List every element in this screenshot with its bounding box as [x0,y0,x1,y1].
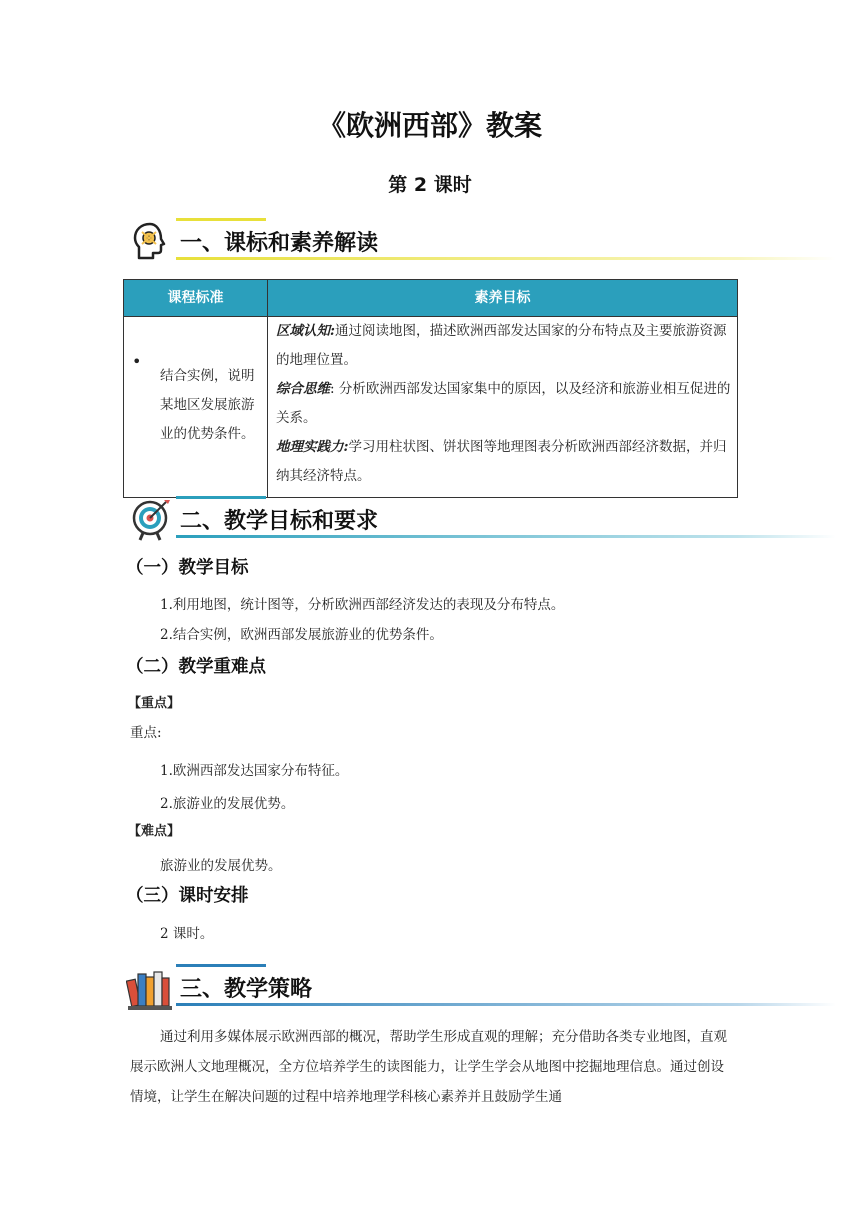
key-tag: 【重点】 [128,696,181,711]
strategy-paragraph: 通过利用多媒体展示欧洲西部的概况，帮助学生形成直观的理解；充分借助各类专业地图，直观展示欧洲人文地理概况，全方位培养学生的读图能力，让学生学会从地图中挖掘地理信息。通过创设情境，让学生在解决问题的过程中培养地理学科核心素养并且鼓励学生通 [130,1029,727,1105]
section-3-title: 三、教学策略 [180,977,313,1002]
section-3-underline [176,1003,836,1006]
section-1-header [126,218,836,270]
bullet-icon: • [132,352,142,371]
section-2-title: 二、教学目标和要求 [180,509,379,534]
section-3-header [126,964,836,1016]
goal-item [276,433,731,491]
table-header-goals: 素养目标 [268,280,738,317]
difficult-text: 旅游业的发展优势。 [160,858,282,874]
goal-item [276,375,731,433]
standards-table [123,279,738,498]
teaching-goals-heading: （一）教学目标 [126,558,249,578]
teaching-goal-item: 2.结合实例，欧洲西部发展旅游业的优势条件。 [160,627,443,643]
document-title: 《欧洲西部》教案 [317,109,542,142]
target-icon [126,496,174,544]
schedule-text: 2 课时。 [160,926,214,942]
head-gear-icon [126,218,174,266]
goal-keyword: 综合思维 [276,381,330,397]
goal-text: 通过阅读地图，描述欧洲西部发达国家的分布特点及主要旅游资源的地理位置。 [276,323,727,368]
section-2-underline [176,535,836,538]
difficult-tag: 【难点】 [128,824,181,839]
standard-text: 结合实例，说明某地区发展旅游业的优势条件。 [160,368,255,442]
teaching-goal-item: 1.利用地图，统计图等，分析欧洲西部经济发达的表现及分布特点。 [160,597,565,613]
section-3-accent [176,964,266,967]
goal-keyword: 地理实践力: [276,439,349,455]
goal-text: : 分析欧洲西部发达国家集中的原因，以及经济和旅游业相互促进的关系。 [276,381,731,426]
key-label: 重点: [130,725,162,741]
key-points-heading: （二）教学重难点 [126,657,266,677]
document-subtitle: 第 2 课时 [388,174,472,196]
goals-cell [268,317,738,498]
section-1-title: 一、课标和素养解读 [180,231,379,256]
key-item: 1.欧洲西部发达国家分布特征。 [160,763,349,779]
books-icon [126,964,174,1012]
section-1-accent [176,218,266,221]
goal-text: 学习用柱状图、饼状图等地理图表分析欧洲西部经济数据，并归纳其经济特点。 [276,439,727,484]
key-item: 2.旅游业的发展优势。 [160,796,295,812]
goal-item [276,317,731,375]
section-1-underline [176,257,836,260]
table-header-standard: 课程标准 [124,280,268,317]
section-2-header [126,496,836,548]
goal-keyword: 区域认知: [276,323,335,339]
schedule-heading: （三）课时安排 [126,886,249,906]
standard-cell [124,317,268,498]
section-2-accent [176,496,266,499]
